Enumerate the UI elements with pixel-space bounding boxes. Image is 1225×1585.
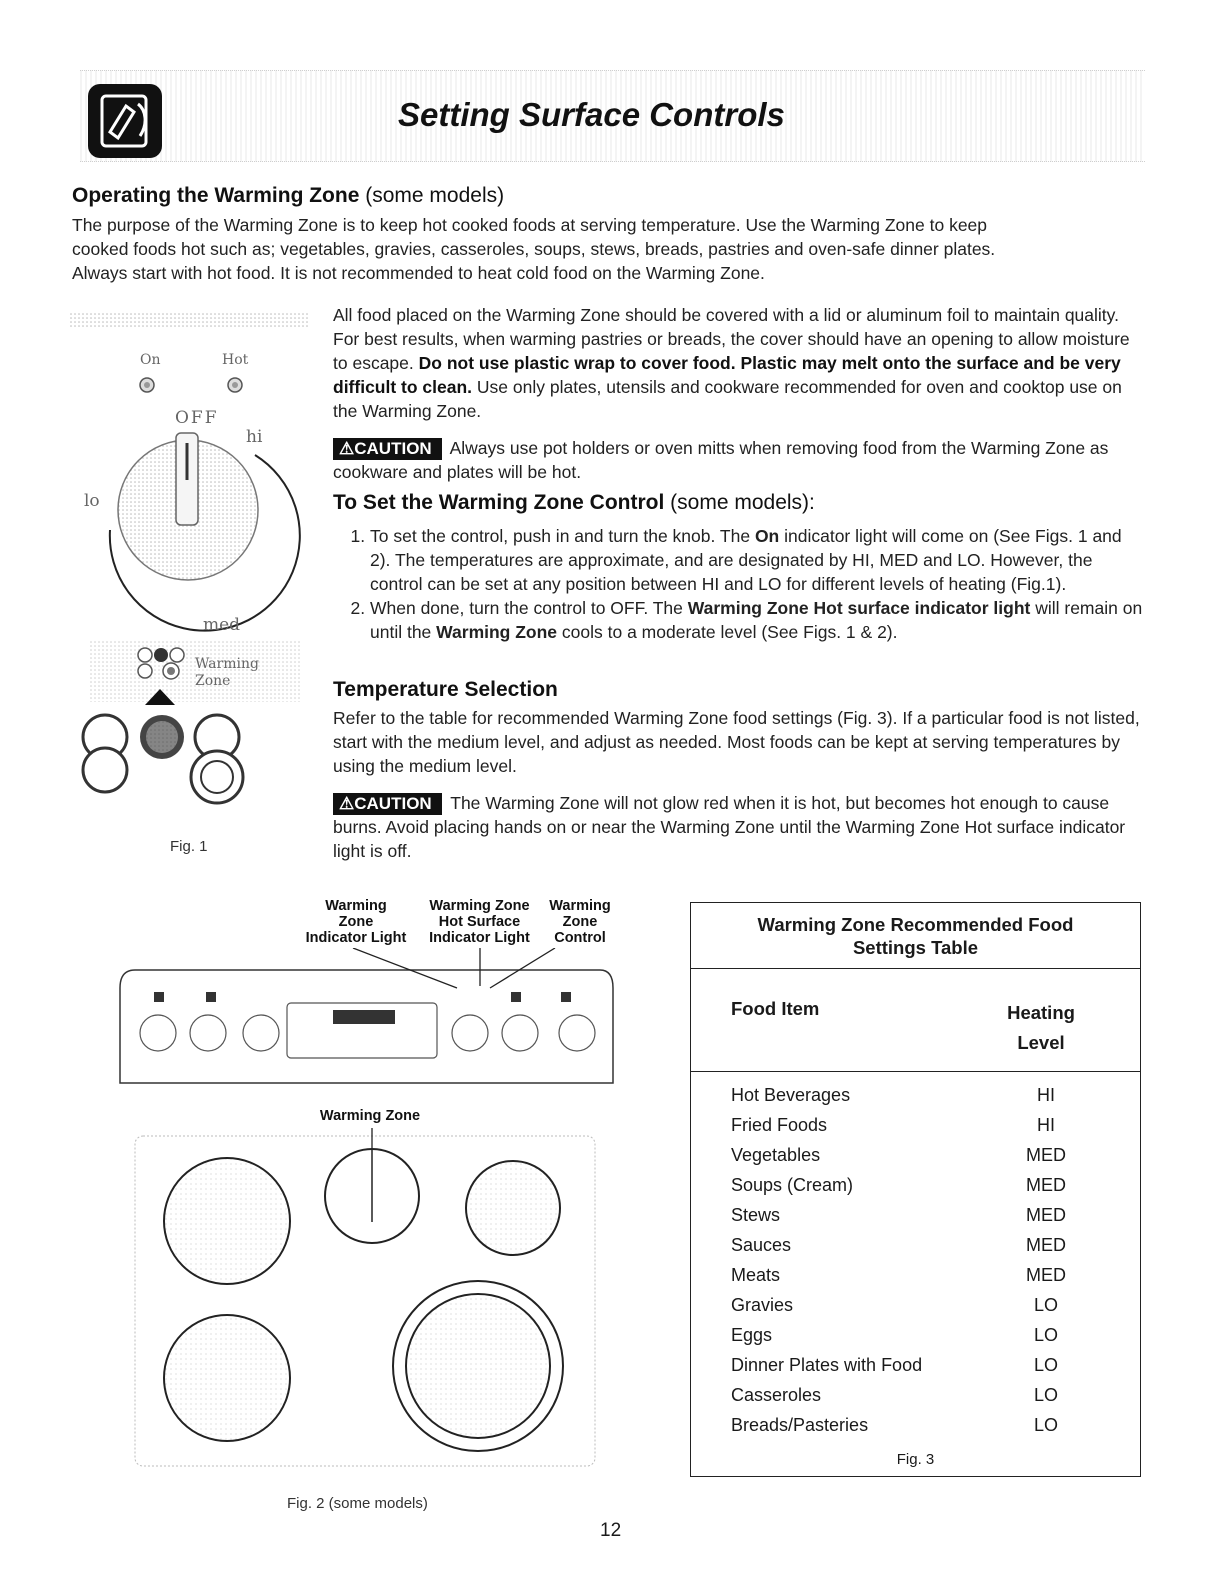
fig1-caption: Fig. 1 bbox=[170, 838, 208, 855]
food-settings-table bbox=[690, 902, 1141, 1477]
fig1-control-knob bbox=[70, 305, 310, 855]
fig2-cooktop bbox=[130, 1128, 600, 1473]
temperature-paragraph: Refer to the table for recommended Warming Zone food settings (Fig. 3). If a particular food is not listed, start with the medium level, and adjust as needed. Most foods can be kept at serving temperatures by using the medium level. bbox=[333, 708, 1140, 776]
heating-level: MED bbox=[1026, 1205, 1066, 1225]
fig1-label-zone: Zone bbox=[195, 673, 231, 689]
fig1-label-lo: lo bbox=[84, 491, 100, 511]
header-divider bbox=[691, 1071, 1140, 1072]
food-item: Sauces bbox=[731, 1235, 792, 1255]
table-row bbox=[731, 1415, 1111, 1445]
fig2-label-control: Warming Zone Control bbox=[549, 898, 611, 946]
table-row bbox=[731, 1385, 1111, 1415]
fig2-label-warming-zone: Warming Zone bbox=[319, 1108, 421, 1124]
table-row bbox=[731, 1145, 1111, 1175]
heating-level: HI bbox=[1037, 1115, 1055, 1135]
column-header-food: Food Item bbox=[731, 998, 820, 1019]
table-row bbox=[731, 1115, 1111, 1145]
step-2: 2. When done, turn the control to OFF. The Warming Zone Hot surface indicator light will remain on until the Warming Zone cools to a moderate level (See Figs. 1 & 2). bbox=[370, 596, 1145, 644]
fig3-caption: Fig. 3 bbox=[896, 1451, 935, 1468]
table-row bbox=[731, 1295, 1111, 1325]
table-row bbox=[731, 1085, 1111, 1115]
food-item: Dinner Plates with Food bbox=[731, 1355, 923, 1375]
steps-list bbox=[333, 524, 1145, 644]
food-item: Hot Beverages bbox=[731, 1085, 851, 1105]
table-row bbox=[731, 1265, 1111, 1295]
table-title: Warming Zone Recommended Food Settings Table bbox=[691, 903, 1140, 969]
heating-level: LO bbox=[1033, 1295, 1058, 1315]
food-item: Meats bbox=[731, 1265, 781, 1285]
heating-level: LO bbox=[1033, 1325, 1058, 1345]
step-1: 1. To set the control, push in and turn the knob. The On indicator light will come on (See Figs. 1 and 2). The temperatures are approximate, and are designated by HI, MED and LO. However, the control can be set at any position between HI and LO for different levels of heating (Fig.1). bbox=[370, 524, 1145, 596]
fig1-label-hi: hi bbox=[246, 427, 263, 447]
fig1-label-off: OFF bbox=[175, 408, 219, 428]
warning-triangle-icon: ⚠ bbox=[339, 439, 355, 458]
heating-level: MED bbox=[1026, 1265, 1066, 1285]
table-row bbox=[731, 1325, 1111, 1355]
heating-level: LO bbox=[1033, 1415, 1058, 1435]
food-item: Fried Foods bbox=[731, 1115, 828, 1135]
fig2-label-hot-surface: Warming Zone Hot Surface Indicator Light bbox=[429, 898, 530, 946]
food-item: Soups (Cream) bbox=[731, 1175, 854, 1195]
section-heading-temperature: Temperature Selection bbox=[333, 678, 558, 701]
warning-triangle-icon: ⚠ bbox=[339, 794, 355, 813]
page-title: Setting Surface Controls bbox=[398, 96, 785, 133]
food-item: Eggs bbox=[731, 1325, 773, 1345]
food-item: Stews bbox=[731, 1205, 781, 1225]
fig1-label-on: On bbox=[140, 352, 161, 368]
food-item: Gravies bbox=[731, 1295, 794, 1315]
section-heading-warming-zone: Operating the Warming Zone (some models) bbox=[72, 184, 505, 207]
heating-level: LO bbox=[1033, 1385, 1058, 1405]
section-heading-set-control: To Set the Warming Zone Control (some models): bbox=[333, 491, 815, 514]
fig1-label-hot: Hot bbox=[222, 352, 249, 368]
heating-level: HI bbox=[1037, 1085, 1055, 1105]
table-row bbox=[731, 1355, 1111, 1385]
heating-level: LO bbox=[1033, 1355, 1058, 1375]
table-row bbox=[731, 1205, 1111, 1235]
fig2-control-panel bbox=[115, 948, 620, 1088]
caution-badge: ⚠CAUTION bbox=[333, 793, 442, 815]
heating-level: MED bbox=[1026, 1175, 1066, 1195]
caution-badge: ⚠CAUTION bbox=[333, 438, 442, 460]
hand-writing-icon bbox=[88, 84, 162, 158]
table-row bbox=[731, 1235, 1111, 1265]
cover-food-paragraph: All food placed on the Warming Zone should be covered with a lid or aluminum foil to maintain quality. For best results, when warming pastries or breads, the cover should have an opening to allow moisture to escape. Do not use plastic wrap to cover food. Plastic may melt onto the surface and be very difficult to clean. Use only plates, utensils and cookware recommended for oven and cooktop use on the Warming Zone. bbox=[333, 305, 1130, 421]
table-row bbox=[731, 1175, 1111, 1205]
heating-level: MED bbox=[1026, 1235, 1066, 1255]
fig2-label-indicator-light: Warming Zone Indicator Light bbox=[305, 898, 407, 946]
food-item: Casseroles bbox=[731, 1385, 822, 1405]
food-item: Vegetables bbox=[731, 1145, 821, 1165]
caution-paragraph-1: ⚠CAUTION Always use pot holders or oven mitts when removing food from the Warming Zone as cookware and plates will be hot. bbox=[333, 438, 1109, 482]
heating-level: MED bbox=[1026, 1145, 1066, 1165]
intro-paragraph: The purpose of the Warming Zone is to keep hot cooked foods at serving temperature. Use the Warming Zone to keep cooked foods hot such as; vegetables, gravies, casseroles, soups, stews, breads, pastries and oven-safe dinner plates. Always start with hot food. It is not recommended to heat cold food on the Warming Zone. bbox=[72, 215, 996, 283]
column-header-level: Heating Level bbox=[1007, 1002, 1075, 1053]
fig1-label-med: med bbox=[203, 615, 241, 635]
caution-paragraph-2: ⚠CAUTION The Warming Zone will not glow red when it is hot, but becomes hot enough to cause burns. Avoid placing hands on or near the Warming Zone until the Warming Zone Hot surface indicator light is off. bbox=[333, 793, 1126, 861]
food-item: Breads/Pasteries bbox=[731, 1415, 869, 1435]
fig1-label-warming: Warming bbox=[195, 656, 259, 672]
fig2-caption: Fig. 2 (some models) bbox=[287, 1495, 428, 1512]
page-number: 12 bbox=[600, 1520, 622, 1541]
